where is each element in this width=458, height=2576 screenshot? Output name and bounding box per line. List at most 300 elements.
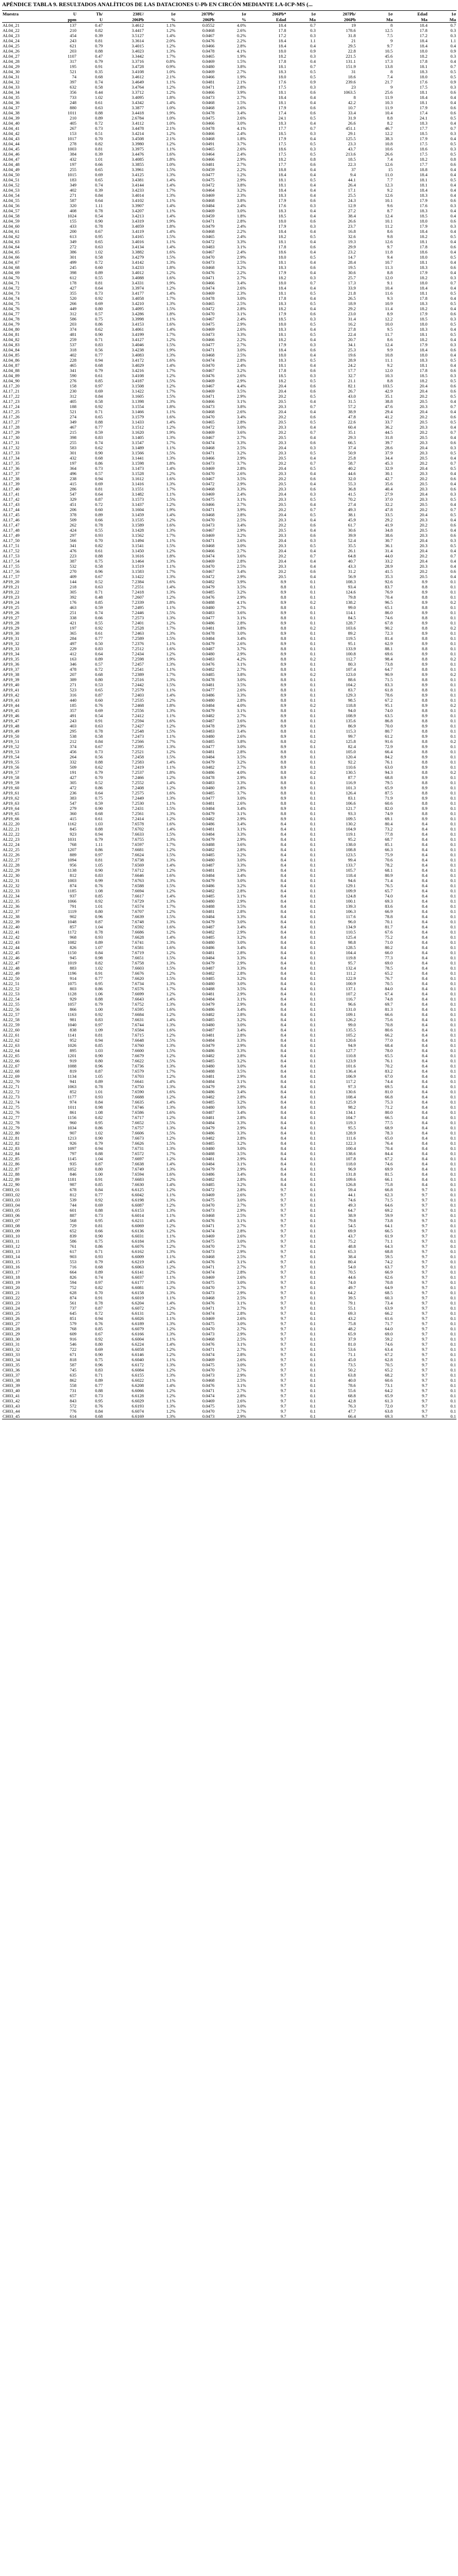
table-cell: 0.0486 [202, 1172, 215, 1177]
sample-id-cell: AL17_42 [3, 497, 20, 502]
table-cell: 6.6081 [131, 1285, 144, 1290]
table-cell: 8.9 [280, 600, 286, 605]
table-cell: 0.83 [95, 646, 103, 651]
table-cell: 42.7 [385, 476, 393, 481]
sample-id-cell: AL17_48 [3, 528, 20, 533]
table-cell: 0.0465 [202, 234, 215, 239]
table-cell: 188 [70, 404, 77, 409]
table-cell: 2.6% [236, 1316, 246, 1321]
table-cell: 3.2% [236, 188, 246, 193]
table-cell: 0.5 [450, 358, 456, 363]
table-cell: 1.3% [166, 1084, 176, 1089]
table-cell: 17.9 [419, 198, 428, 203]
table-cell: 0.0459 [202, 213, 215, 218]
table-cell: 0.1 [450, 589, 456, 595]
table-cell: 1.3% [166, 1321, 176, 1326]
table-cell: 1.5% [166, 394, 176, 399]
table-cell: 0.4 [310, 213, 316, 218]
table-cell: 0.0491 [202, 141, 215, 146]
table-cell: 0.0475 [202, 1197, 215, 1202]
table-cell: 0.72 [95, 1311, 103, 1316]
table-cell: 7.2431 [131, 806, 144, 811]
table-cell: 451 [70, 502, 77, 507]
table-cell: 25.6 [385, 90, 393, 95]
table-cell: 20.2 [419, 430, 428, 435]
table-cell: 0.1 [310, 1172, 316, 1177]
header-cell: 238U/ [103, 11, 144, 17]
table-cell: 3.0% [236, 940, 246, 945]
table-cell: 0.1 [310, 1208, 316, 1213]
table-cell: 20.2 [419, 414, 428, 419]
table-cell: 3.6% [236, 718, 246, 723]
table-cell: 561 [70, 1300, 77, 1306]
table-cell: 8.4 [280, 965, 286, 971]
table-cell: 0.86 [95, 847, 103, 852]
table-cell: 54.5 [348, 1223, 356, 1228]
table-cell: 0.1 [310, 1058, 316, 1063]
table-cell: 3.4612 [131, 23, 144, 28]
table-cell: 0.4 [310, 558, 316, 564]
table-cell: 0.1 [310, 1388, 316, 1393]
table-cell: 1.1% [166, 198, 176, 203]
table-cell: 1.1% [166, 801, 176, 806]
table-cell: 2.8% [236, 512, 246, 517]
table-cell: 1.1% [166, 1336, 176, 1342]
table-cell: 47.8 [348, 414, 356, 419]
table-cell: 2.7% [236, 1202, 246, 1208]
table-cell: 93.4 [348, 584, 356, 589]
table-cell: 0.61 [95, 816, 103, 821]
table-cell: 74.6 [385, 1161, 393, 1166]
sample-id-cell: AL17_35 [3, 461, 20, 466]
table-cell: 0.6 [310, 486, 316, 492]
table-cell: 1163 [67, 1012, 77, 1017]
table-cell: 1.3% [166, 1166, 176, 1172]
table-row [2, 100, 456, 105]
table-row [2, 1187, 456, 1192]
table-cell: 415 [70, 481, 77, 486]
table-cell: 20.5 [278, 528, 286, 533]
table-cell: 1.7% [166, 188, 176, 193]
table-cell: 0.5 [310, 512, 316, 517]
table-cell: 8.9 [421, 672, 428, 677]
table-cell: 0.3 [310, 445, 316, 450]
table-cell: 0.76 [95, 703, 103, 708]
table-cell: 0.1 [310, 878, 316, 883]
table-cell: 3.1473 [131, 466, 144, 471]
table-row [2, 296, 456, 301]
table-cell: 0.96 [95, 569, 103, 574]
table-cell: 0.1 [450, 1187, 456, 1192]
sample-id-cell: AL22_67 [3, 1063, 20, 1069]
table-cell: 18.0 [278, 280, 286, 285]
table-cell: 7.4 [387, 157, 393, 162]
table-cell: 8.4 [280, 857, 286, 862]
table-cell: 218 [70, 584, 77, 589]
table-cell: 0.6 [450, 162, 456, 167]
table-cell: 1.4% [166, 780, 176, 785]
sample-id-cell: AP19_24 [3, 600, 20, 605]
table-cell: 2.9% [236, 321, 246, 327]
table-cell: 0.0475 [202, 115, 215, 121]
table-cell: 8.8 [280, 636, 286, 641]
table-cell: 7.2583 [131, 759, 144, 765]
table-row [2, 873, 456, 878]
table-cell: 1.3% [166, 1331, 176, 1336]
table-cell: 826 [70, 1275, 77, 1280]
table-cell: 37.9 [385, 450, 393, 455]
table-cell: 0.3 [450, 33, 456, 38]
table-cell: 9.9 [387, 347, 393, 352]
table-cell: 18.4 [419, 347, 428, 352]
table-cell: 8.4 [280, 1002, 286, 1007]
table-cell: 0.0479 [202, 837, 215, 842]
sample-id-cell: AL04_80 [3, 327, 20, 332]
table-cell: 0.0476 [202, 1218, 215, 1223]
table-cell: 819 [70, 1069, 77, 1074]
table-cell: 0.1 [310, 1378, 316, 1383]
table-cell: 9.7 [421, 1213, 428, 1218]
table-cell: 0.64 [95, 198, 103, 203]
table-cell: 0.0468 [202, 486, 215, 492]
table-cell: 0.5 [450, 512, 456, 517]
table-cell: 8.9 [421, 651, 428, 656]
table-cell: 1.1% [166, 1295, 176, 1300]
table-cell: 0.79 [95, 1259, 103, 1264]
table-cell: 2.9% [236, 255, 246, 260]
table-cell: 9.7 [421, 1372, 428, 1378]
table-cell: 568 [70, 1218, 77, 1223]
table-cell: 960 [70, 1120, 77, 1125]
table-cell: 7.6744 [131, 1022, 144, 1027]
sample-id-cell: AP19_65 [3, 811, 20, 816]
table-row [2, 182, 456, 188]
table-cell: 10.1 [385, 218, 393, 224]
table-cell: 20.4 [419, 466, 428, 471]
table-cell: 1.5% [166, 728, 176, 734]
table-row [2, 177, 456, 182]
table-row [2, 965, 456, 971]
table-cell: 0.1 [310, 1300, 316, 1306]
table-cell: 0.1 [310, 862, 316, 868]
table-row [2, 775, 456, 780]
table-cell: 0.83 [95, 1017, 103, 1022]
table-cell: 18.0 [419, 352, 428, 358]
table-cell: 64.0 [385, 1326, 393, 1331]
table-cell: 0.0473 [202, 1331, 215, 1336]
table-cell: 8.4 [280, 1089, 286, 1094]
table-cell: 2.8% [236, 1094, 246, 1099]
table-cell: 17.9 [278, 105, 286, 110]
table-cell: 2.8% [236, 1311, 246, 1316]
sample-id-cell: AL04_73 [3, 291, 20, 296]
table-cell: 3.4108 [131, 69, 144, 74]
table-cell: 19.5 [348, 265, 356, 270]
table-cell: 8.8 [280, 770, 286, 775]
table-cell: 3.1% [236, 893, 246, 899]
table-cell: 68.5 [385, 1290, 393, 1295]
table-cell: 902 [70, 914, 77, 919]
table-cell: 0.0470 [202, 1202, 215, 1208]
table-row [2, 847, 456, 852]
table-cell: 2.9% [236, 1208, 246, 1213]
table-cell: 3.2% [236, 533, 246, 538]
table-row [2, 1331, 456, 1336]
table-cell: 0.0479 [202, 584, 215, 589]
table-row [2, 976, 456, 981]
table-cell: 8.4 [280, 1146, 286, 1151]
table-cell: 8.4 [421, 1002, 428, 1007]
table-cell: 1.4% [166, 935, 176, 940]
table-cell: 84.0 [385, 986, 393, 991]
table-cell: 1.1% [166, 146, 176, 151]
table-cell: 8.4 [280, 852, 286, 857]
table-cell: 0.1 [450, 976, 456, 981]
table-cell: 1.6% [166, 646, 176, 651]
table-cell: 12.9 [348, 203, 356, 208]
table-cell: 20.5 [419, 502, 428, 507]
table-cell: 3.5% [236, 754, 246, 759]
table-cell: 6.6166 [131, 1331, 144, 1336]
table-cell: 64.1 [385, 1223, 393, 1228]
table-cell: 0.0483 [202, 244, 215, 249]
table-cell: 7.6641 [131, 1079, 144, 1084]
table-cell: 8.8 [387, 378, 393, 383]
table-cell: 8.9 [280, 579, 286, 584]
header-cell [2, 16, 47, 23]
table-cell: 0.90 [95, 868, 103, 873]
table-row [2, 64, 456, 69]
table-cell: 0.84 [95, 394, 103, 399]
table-row [2, 656, 456, 662]
table-cell: 1.2% [166, 991, 176, 996]
table-cell: 0.73 [95, 1393, 103, 1398]
table-cell: 2.8% [236, 909, 246, 914]
table-cell: 2.7% [236, 1388, 246, 1393]
table-cell: 213.6 [346, 151, 356, 157]
table-cell: 3.4728 [131, 64, 144, 69]
table-cell: 2.7% [236, 548, 246, 553]
table-cell: 3.4059 [131, 224, 144, 229]
table-cell: 0.88 [95, 996, 103, 1002]
table-cell: 9.7 [280, 1259, 286, 1264]
table-cell: 1.03 [95, 1048, 103, 1053]
table-cell: 3.1% [236, 662, 246, 667]
table-cell: 1.3% [166, 193, 176, 198]
table-cell: 3.4% [236, 522, 246, 528]
table-cell: 23.3 [348, 141, 356, 146]
table-cell: 0.4 [310, 327, 316, 332]
table-cell: 9.7 [280, 1367, 286, 1372]
table-cell: 1.01 [95, 1089, 103, 1094]
table-cell: 0.0478 [202, 48, 215, 54]
table-cell: 88.6 [348, 677, 356, 682]
sample-id-cell: AL22_73 [3, 1094, 20, 1099]
table-cell: 8.4 [280, 1151, 286, 1156]
table-row [2, 522, 456, 528]
table-cell: 9.7 [247, 1414, 287, 1419]
table-cell: 397 [70, 79, 77, 84]
table-row [2, 54, 456, 59]
table-cell: 0.78 [95, 1300, 103, 1306]
table-cell: 70.5 [348, 1269, 356, 1275]
table-cell: 9.7 [280, 1295, 286, 1300]
table-cell: 2.9% [236, 651, 246, 656]
table-cell: 8.9 [421, 641, 428, 646]
table-cell: 8.4 [280, 929, 286, 935]
table-cell: 18.4 [278, 172, 286, 177]
table-cell: 80.4 [348, 1259, 356, 1264]
table-cell: 8.8 [421, 667, 428, 672]
table-cell: 0.1 [310, 1151, 316, 1156]
table-cell: 81.5 [385, 1172, 393, 1177]
table-cell: 8.8 [280, 584, 286, 589]
table-cell: 9.7 [421, 1187, 428, 1192]
table-cell: 1.1% [166, 564, 176, 569]
sample-id-cell: AL17_36 [3, 466, 20, 471]
table-cell: 17.8 [419, 28, 428, 33]
table-cell: 0.1 [450, 1403, 456, 1409]
table-cell: 76.1 [385, 759, 393, 765]
table-cell: 9.7 [280, 1321, 286, 1326]
table-row [2, 461, 456, 466]
table-cell: 17.8 [278, 28, 286, 33]
table-cell: 0.0469 [202, 1233, 215, 1239]
table-cell: 2.9% [236, 481, 246, 486]
table-cell: 2.7% [236, 95, 246, 100]
table-cell: 0.4 [310, 528, 316, 533]
sample-id-cell: CH03_31 [3, 1342, 20, 1347]
sample-id-cell: AL04_54 [3, 193, 20, 198]
table-row [2, 1285, 456, 1290]
table-row [2, 625, 456, 631]
table-cell: 7.6578 [131, 821, 144, 826]
table-cell: 1.4% [166, 759, 176, 765]
table-cell: 341 [70, 543, 77, 548]
table-row [2, 481, 456, 486]
table-cell: 1.2% [166, 383, 176, 388]
sample-id-cell: AL22_43 [3, 940, 20, 945]
table-cell: 3.4331 [131, 280, 144, 285]
table-cell: 8.8 [421, 677, 428, 682]
table-cell: 364 [70, 466, 77, 471]
table-cell: 0.0469 [202, 208, 215, 213]
table-cell: 3.0% [236, 347, 246, 352]
table-cell: 176 [70, 600, 77, 605]
table-cell: 80.6 [385, 1027, 393, 1032]
table-cell: 0.68 [95, 74, 103, 79]
table-cell: 0.0479 [202, 641, 215, 646]
table-cell: 239.6 [346, 79, 356, 84]
table-cell: 30.7 [385, 538, 393, 543]
table-cell: 38.9 [348, 409, 356, 414]
table-cell: 8.4 [421, 832, 428, 837]
table-cell: 1.5% [166, 832, 176, 837]
table-cell: 0.88 [95, 419, 103, 425]
table-cell: 1.5% [166, 636, 176, 641]
table-cell: 0.1 [450, 1202, 456, 1208]
table-cell: 2.6% [236, 409, 246, 414]
table-cell: 0.1 [310, 1027, 316, 1032]
table-cell: 9.7 [280, 1388, 286, 1393]
table-cell: 20.3 [278, 533, 286, 538]
table-cell: 0.58 [95, 399, 103, 404]
table-cell: 122.9 [346, 976, 356, 981]
table-cell: 3.4342 [131, 100, 144, 105]
table-cell: 478 [70, 667, 77, 672]
table-cell: 8.9 [421, 765, 428, 770]
sample-id-cell: AL04_79 [3, 321, 20, 327]
table-cell: 116.9 [346, 780, 356, 785]
table-cell: 1.7% [166, 1069, 176, 1074]
table-row [2, 1316, 456, 1321]
table-cell: 0.93 [95, 533, 103, 538]
table-cell: 496 [70, 471, 77, 476]
table-cell: 2.8% [236, 1228, 246, 1233]
table-cell: 9.4 [387, 255, 393, 260]
table-cell: 0.5 [450, 141, 456, 146]
table-row [2, 631, 456, 636]
table-cell: 2.8% [236, 419, 246, 425]
table-cell: 8.8 [280, 667, 286, 672]
table-cell: 31.5 [348, 399, 356, 404]
table-cell: 0.89 [95, 656, 103, 662]
table-cell: 874 [70, 1295, 77, 1300]
table-cell: 74.6 [348, 1197, 356, 1202]
table-cell: 68.9 [385, 1125, 393, 1130]
table-cell: 0.95 [95, 1120, 103, 1125]
table-row [2, 646, 456, 651]
table-cell: 0.0469 [202, 1398, 215, 1403]
table-cell: 8.4 [421, 1177, 428, 1182]
table-cell: 3.9% [236, 90, 246, 95]
table-cell: 0.1 [310, 1141, 316, 1146]
table-cell: 3.3% [236, 1048, 246, 1053]
table-cell: 0.1 [450, 1022, 456, 1027]
table-row [2, 991, 456, 996]
table-cell: 1.8% [166, 265, 176, 270]
table-cell: 7.6686 [131, 929, 144, 935]
table-cell: 92.2 [348, 759, 356, 765]
table-cell: 3.5127 [131, 33, 144, 38]
table-row [2, 1156, 456, 1161]
table-cell: 0.0486 [202, 945, 215, 950]
table-cell: 10.6 [385, 146, 393, 151]
table-cell: 3.4177 [131, 291, 144, 296]
table-cell: 80.3 [348, 662, 356, 667]
table-cell: 0.1 [450, 1172, 456, 1177]
table-cell: 7.5 [387, 33, 393, 38]
table-row [2, 327, 456, 332]
sample-id-cell: AL17_55 [3, 564, 20, 569]
table-cell: 0.1 [310, 641, 316, 646]
table-cell: 8.8 [280, 615, 286, 620]
sample-id-cell: AL22_49 [3, 971, 20, 976]
table-cell: 8.4 [421, 888, 428, 893]
table-cell: 594 [70, 1280, 77, 1285]
table-cell: 652 [70, 1228, 77, 1233]
table-cell: 8.8 [280, 790, 286, 795]
table-cell: 1.5% [166, 1048, 176, 1053]
table-cell: 1.5% [166, 167, 176, 172]
sample-id-cell: CH03_40 [3, 1388, 20, 1393]
table-cell: 2.8% [236, 749, 246, 754]
table-cell: 38.6 [385, 533, 393, 538]
table-cell: 17.8 [419, 244, 428, 249]
table-cell: 200 [70, 229, 77, 234]
table-cell: 0.6 [310, 244, 316, 249]
sample-id-cell: AL22_26 [3, 852, 20, 857]
